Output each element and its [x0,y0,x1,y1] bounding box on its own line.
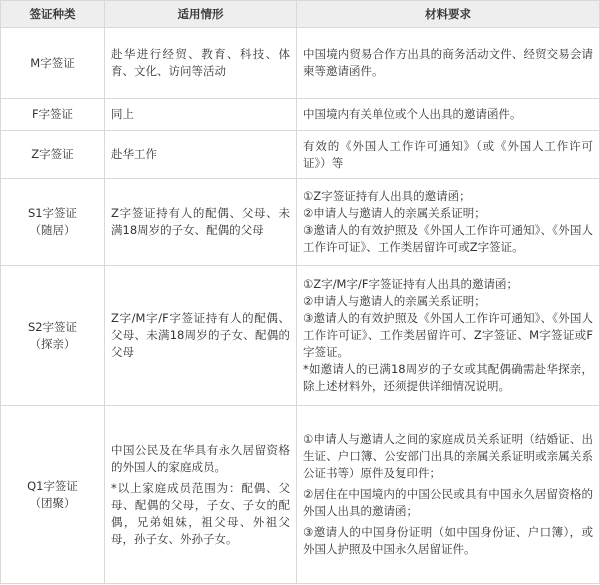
table-row [1,99,600,131]
visa-type-name: Q1字签证 [27,478,78,493]
visa-type-name: S1字签证 [27,206,78,220]
material-cell [297,266,600,406]
visa-type-cell: F字签证 [1,99,105,131]
header-usage: 适用情形 [105,1,297,28]
usage-cell: 赴华工作 [105,131,297,179]
material-item: ③邀请人的有效护照及《外国人工作许可通知》、《外国人工作许可证》、工作类居留许可或Z字签证。 [303,223,593,254]
usage-cell [105,406,297,584]
table-row [1,266,600,406]
usage-note: *以上家庭成员范围为：配偶、父母、配偶的父母，子女、子女的配偶，兄弟姐妹，祖父母、外祖父母，孙子女、外孙子女。 [111,480,290,546]
material-cell: 中国境内有关单位或个人出具的邀请函件。 [297,99,600,131]
visa-type-cell: M字签证 [1,28,105,99]
table-row [1,28,600,99]
material-item: ②申请人与邀请人的亲属关系证明； [303,294,486,308]
material-item: ①Z字签证持有人出具的邀请函； [303,189,471,203]
material-item: ①申请人与邀请人之间的家庭成员关系证明（结婚证、出生证、户口簿、公安部门出具的亲属关系证明或亲属关系公证书等）原件及复印件； [303,432,593,480]
header-visa-type: 签证种类 [1,1,105,28]
material-cell [297,179,600,266]
material-item: ③邀请人的中国身份证明（如中国身份证、户口簿），或外国人护照及中国永久居留证件。 [303,525,593,556]
usage-cell: Z字/M字/F字签证持有人的配偶、父母、未满18周岁的子女、配偶的父母 [105,266,297,406]
visa-type-cell [1,179,105,266]
material-cell: 中国境内贸易合作方出具的商务活动文件、经贸交易会请柬等邀请函件。 [297,28,600,99]
material-item: ②居住在中国境内的中国公民或具有中国永久居留资格的外国人出具的邀请函； [303,487,593,518]
header-material: 材料要求 [297,1,600,28]
material-note: *如邀请人的已满18周岁的子女或其配偶确需赴华探亲，除上述材料外，还须提供详细情况说明。 [303,362,593,393]
material-item: ①Z字/M字/F字签证持有人出具的邀请函； [303,277,518,291]
visa-type-name: S2字签证 [27,319,78,334]
visa-type-cell [1,406,105,584]
material-cell [297,406,600,584]
usage-cell: 赴华进行经贸、教育、科技、体育、文化、访问等活动 [105,28,297,99]
usage-cell: 同上 [105,99,297,131]
header-row [1,1,600,28]
table-row [1,406,600,584]
material-cell: 有效的《外国人工作许可通知》（或《外国人工作许可证》）等 [297,131,600,179]
visa-type-cell: Z字签证 [1,131,105,179]
visa-type-cell [1,266,105,406]
material-item: ③邀请人的有效护照及《外国人工作许可通知》、《外国人工作许可证》、工作类居留许可、Z字签证、M字签证或F字签证。 [303,311,593,359]
visa-type-subtitle: （探亲） [29,336,76,351]
visa-type-subtitle: （随居） [29,223,76,237]
usage-text: 中国公民及在华具有永久居留资格的外国人的家庭成员。 [111,442,290,474]
usage-cell: Z字签证持有人的配偶、父母、未满18周岁的子女、配偶的父母 [105,179,297,266]
visa-type-subtitle: （团聚） [29,495,76,510]
table-row [1,179,600,266]
material-item: ②申请人与邀请人的亲属关系证明； [303,206,486,220]
table-row [1,131,600,179]
